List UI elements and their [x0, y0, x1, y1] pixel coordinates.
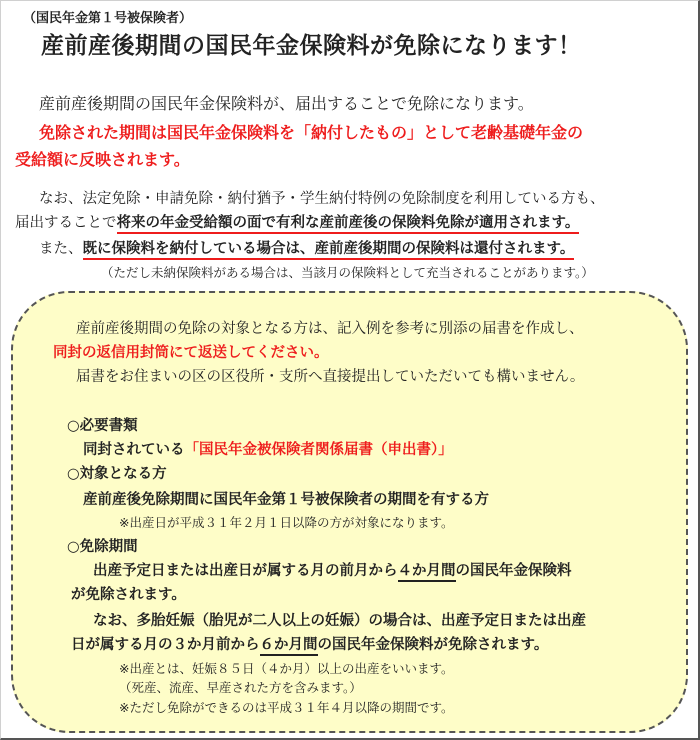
intro-line: 産前産後期間の国民年金保険料が、届出することで免除になります。 — [39, 94, 534, 113]
subtitle: （国民年金第１号被保険者） — [23, 11, 193, 26]
period-line-3: なお、多胎妊娠（胎児が二人以上の妊娠）の場合は、出産予定日または出産 — [93, 613, 586, 629]
exemption-note-plain: 届出することで — [15, 215, 117, 231]
birth-definition-detail: （死産、流産、早産された方を含みます。） — [119, 680, 362, 695]
exemption-note-line-1: なお、法定免除・申請免除・納付猶予・学生納付特例の免除制度を利用している方も、 — [39, 191, 605, 207]
refund-note-plain: また、 — [39, 241, 83, 257]
target-note: ※出産日が平成３１年２月１日以降の方が対象になります。 — [119, 515, 454, 530]
period-line-4 — [71, 633, 548, 654]
period-line-4-end: の国民年金保険料が免除されます。 — [317, 637, 549, 653]
period-line-2: が免除されます。 — [71, 587, 186, 603]
period-line-1-start: 出産予定日または出産日が属する月の前月から — [93, 563, 398, 579]
page-title: 産前産後期間の国民年金保険料が免除になります！ — [41, 33, 582, 59]
target-heading: ○対象となる方 — [67, 466, 167, 482]
period-heading: ○免除期間 — [67, 539, 138, 555]
required-docs-text — [83, 438, 453, 459]
required-docs-heading: ○必要書類 — [67, 418, 138, 434]
emphasis-line-1: 免除された期間は国民年金保険料を「納付したもの」として老齢基礎年金の — [39, 123, 584, 142]
box-return-instruction: 同封の返信用封筒にて返送してください。 — [53, 345, 329, 361]
period-six-months: ６か月間 — [260, 637, 318, 656]
box-intro-line-1: 産前産後期間の免除の対象となる方は、記入例を参考に別添の届書を作成し、 — [76, 321, 584, 337]
target-text: 産前産後免除期間に国民年金第１号被保険者の期間を有する方 — [83, 492, 489, 508]
required-docs-prefix: 同封されている — [83, 442, 185, 458]
exemption-note-emphasis: 将来の年金受給額の面で有利な産前産後の保険料免除が適用されます。 — [117, 215, 580, 234]
refund-note-emphasis: 既に保険料を納付している場合は、産前産後期間の保険料は還付されます。 — [83, 241, 575, 260]
refund-note-line — [39, 237, 574, 258]
box-intro-line-3: 届書をお住まいの区の区役所・支所へ直接提出していただいても構いません。 — [76, 369, 585, 385]
emphasis-line-2: 受給額に反映されます。 — [15, 150, 190, 169]
period-line-4-start: 日が属する月の３か月前から — [71, 637, 260, 653]
unpaid-note: （ただし未納保険料がある場合は、当該月の保険料として充当されることがあります。） — [101, 265, 594, 280]
period-four-months: ４か月間 — [398, 563, 456, 582]
exemption-note-line-2 — [15, 211, 579, 232]
period-line-1-end: の国民年金保険料 — [455, 563, 572, 579]
period-line-1 — [93, 559, 572, 580]
exemption-start-note: ※ただし免除ができるのは平成３１年４月以降の期間です。 — [119, 700, 454, 715]
required-docs-name: 「国民年金被保険者関係届書（申出書）」 — [184, 442, 453, 458]
birth-definition-note: ※出産とは、妊娠８５日（４か月）以上の出産をいいます。 — [119, 661, 454, 676]
